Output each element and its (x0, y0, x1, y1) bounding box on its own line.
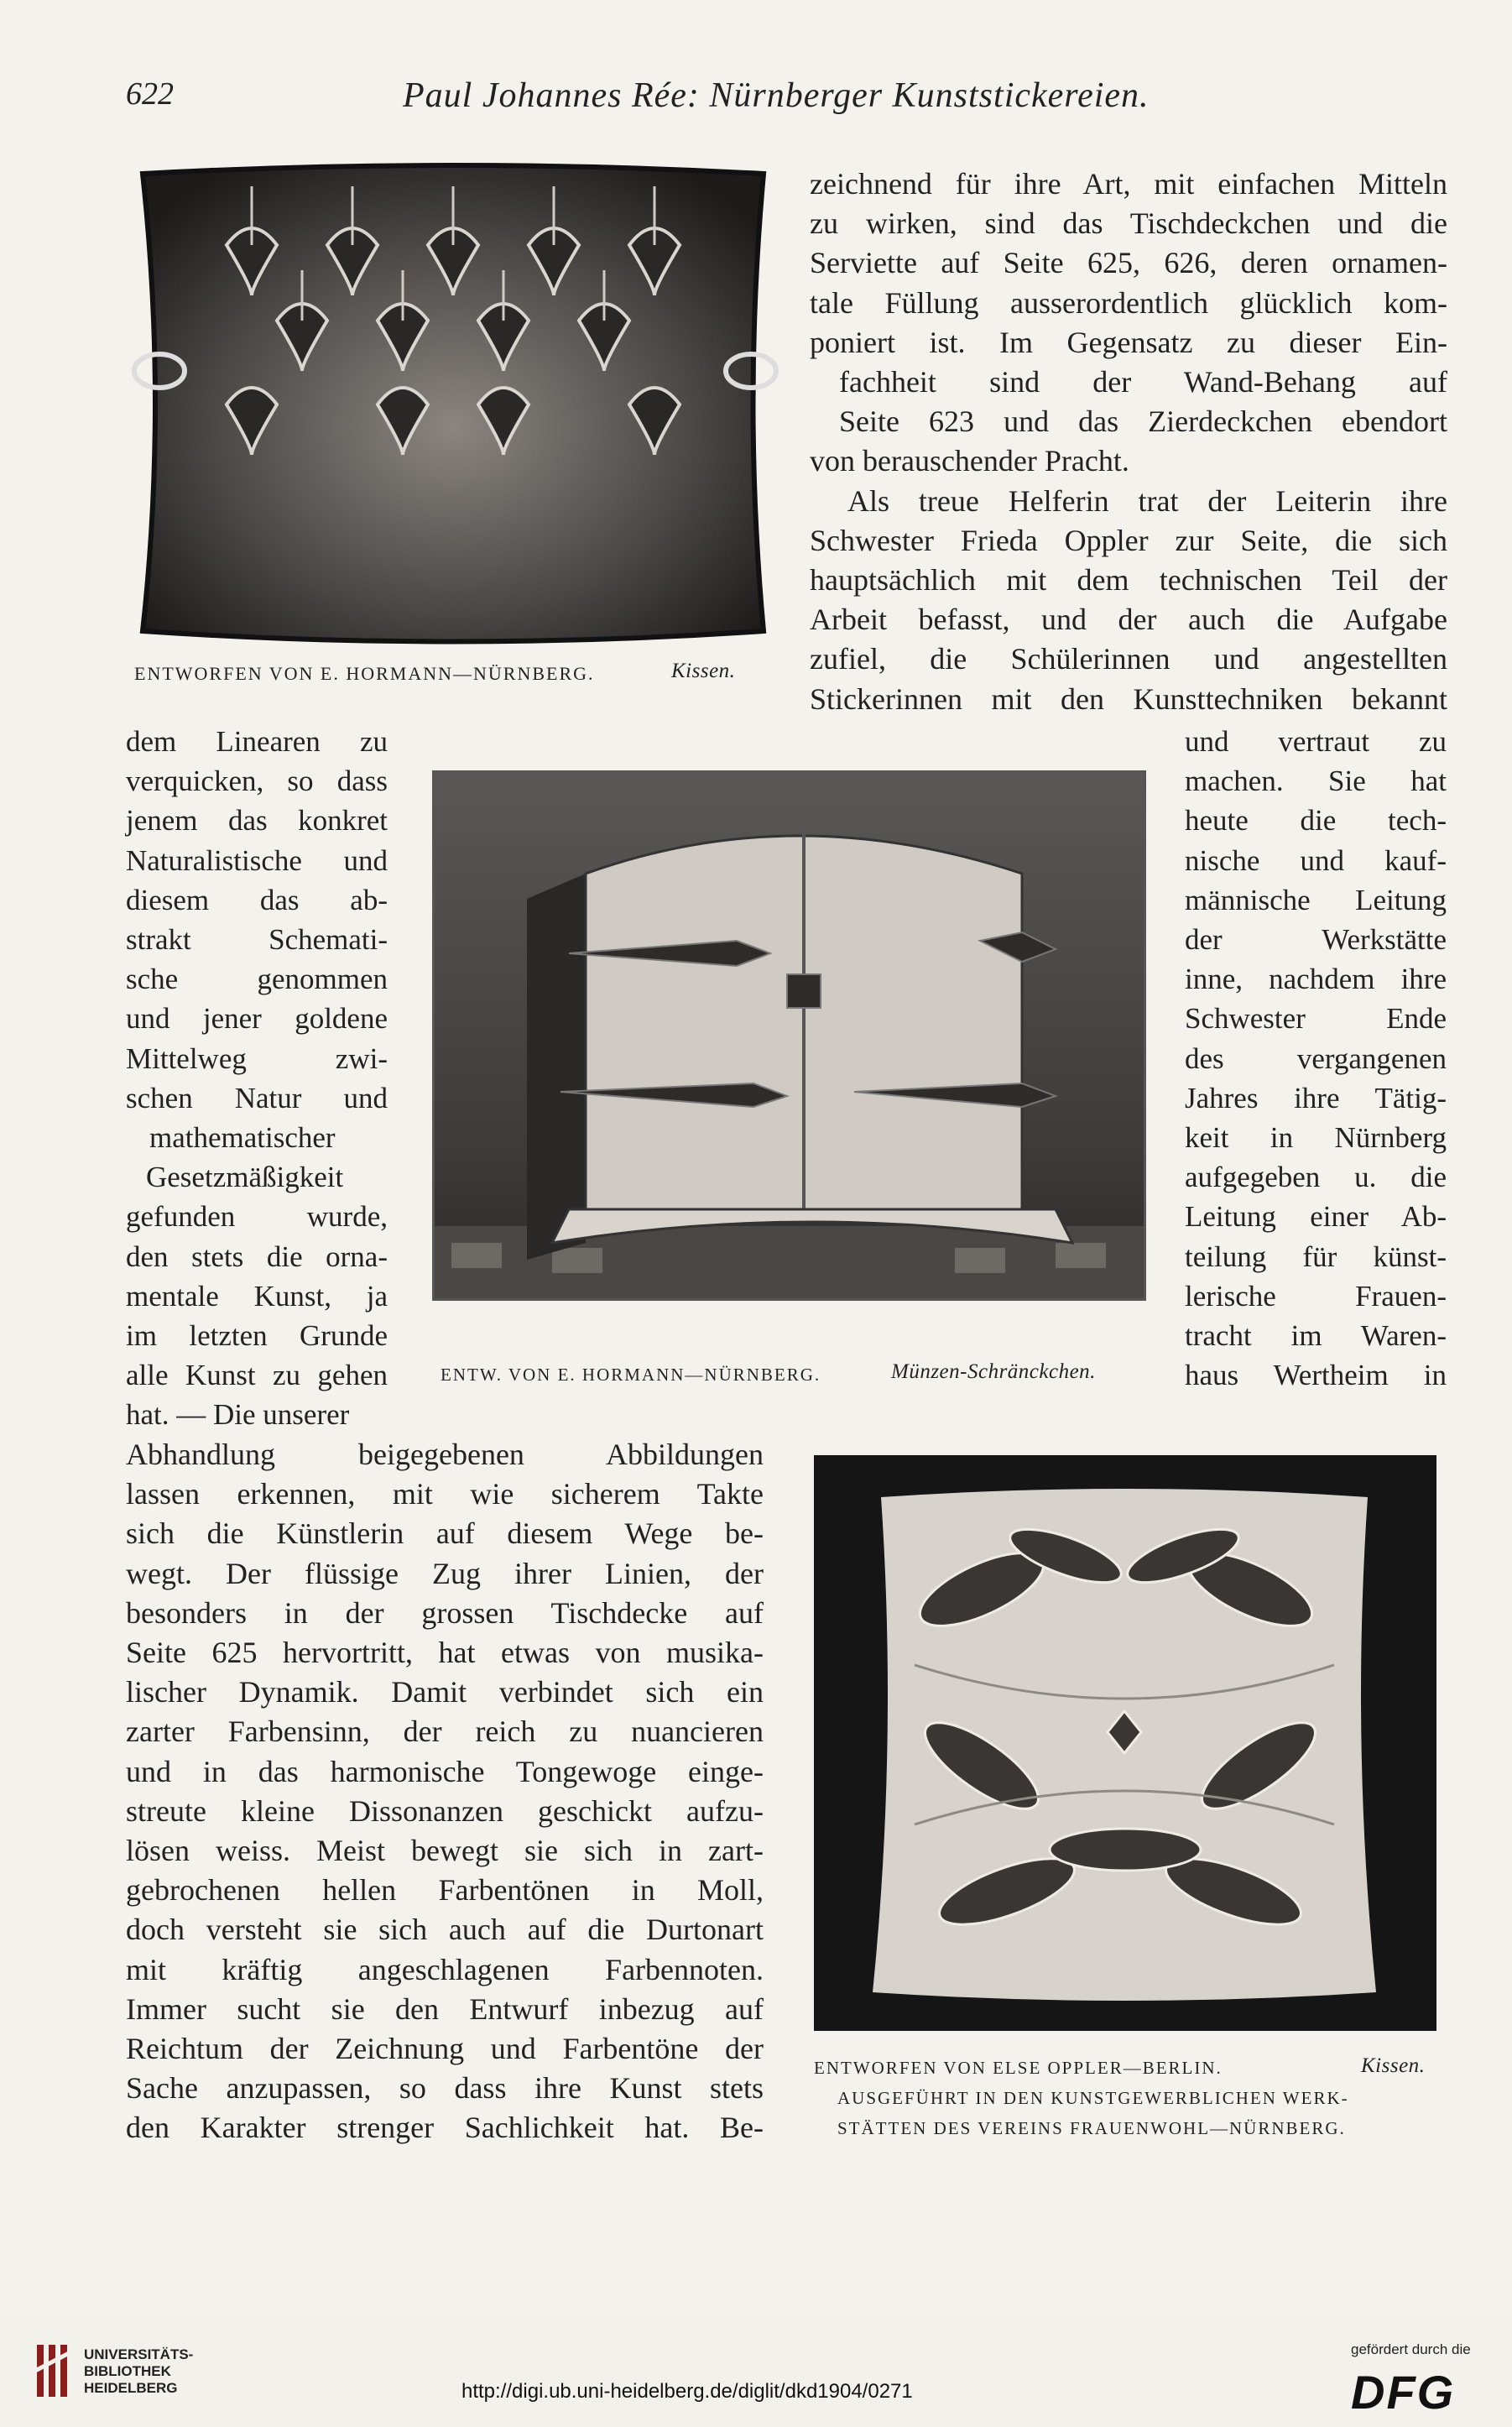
text-line: sche genommen (126, 963, 388, 996)
text-line: Seite 625 hervortritt, hat etwas von musika- (126, 1636, 764, 1670)
text-line: Reichtum der Zeichnung und Farbentöne der (126, 2032, 764, 2066)
text-line: zarter Farbensinn, der reich zu nuancieren (126, 1715, 764, 1749)
text-line: jenem das konkret (126, 804, 388, 838)
cabinet-photo-hormann (432, 770, 1146, 1301)
text-line: mit kräftig angeschlagenen Farbennoten. (126, 1952, 764, 1986)
text-line: nische und kauf- (1185, 843, 1447, 877)
text-line: gebrochenen hellen Farbentönen in Moll, (126, 1873, 764, 1908)
text-line: besonders in der grossen Tischdecke auf (126, 1595, 764, 1630)
text-line: fachheit sind der Wand-Behang auf (839, 365, 1447, 399)
text-line: strakt Schemati- (126, 923, 388, 957)
text-line: hauptsächlich mit dem technischen Teil der (810, 563, 1447, 598)
dfg-logo: DFG (1351, 2366, 1456, 2419)
text-line: teilung für künst- (1185, 1240, 1447, 1273)
text-line: zeichnend für ihre Art, mit einfachen Mitteln (810, 167, 1447, 201)
cushion-illustration (126, 161, 780, 648)
sponsor-label: gefördert durch die (1351, 2341, 1471, 2357)
left-column-bottom (126, 1435, 764, 2148)
text-line: hat. — Die unserer (126, 1398, 350, 1432)
text-line: des vergangenen (1185, 1041, 1447, 1075)
text-line: Immer sucht sie den Entwurf inbezug auf (126, 1991, 764, 2026)
fig3-caption-line2: AUSGEFÜHRT IN DEN KUNSTGEWERBLICHEN WERK- (837, 2088, 1349, 2108)
institution-line: HEIDELBERG (84, 2380, 178, 2396)
text-line: Mittelweg zwi- (126, 1041, 388, 1075)
text-line: den Karakter strenger Sachlichkeit hat. Be- (126, 2111, 764, 2145)
text-line: schen Natur und (126, 1081, 388, 1114)
text-line: lösen weiss. Meist bewegt sie sich in zart- (126, 1834, 764, 1868)
cabinet-illustration (435, 773, 1144, 1298)
text-line: Seite 623 und das Zierdeckchen ebendort (839, 404, 1447, 439)
text-line: mentale Kunst, ja (126, 1279, 388, 1313)
text-line: Als treue Helferin trat der Leiterin ihre (847, 483, 1447, 518)
text-line: Naturalistische und (126, 843, 388, 877)
university-library-logo-icon (34, 2341, 72, 2400)
fig3-caption-credit: ENTWORFEN VON ELSE OPPLER—BERLIN. (814, 2058, 1223, 2078)
left-column-narrow (126, 722, 388, 1435)
text-line: zu wirken, sind das Tischdeckchen und die (810, 206, 1447, 241)
right-column-top (810, 164, 1447, 719)
text-line: Sache anzupassen, so dass ihre Kunst stets (126, 2071, 764, 2106)
text-line: Schwester Frieda Oppler zur Seite, die sich (810, 523, 1447, 557)
text-line: dem Linearen zu (126, 725, 388, 758)
text-line: im letzten Grunde (126, 1319, 388, 1353)
digitization-footer (0, 2316, 1512, 2427)
text-line: wegt. Der flüssige Zug ihrer Linien, der (126, 1556, 764, 1590)
text-line: streute kleine Dissonanzen geschickt aufzu- (126, 1793, 764, 1828)
text-line: verquicken, so dass (126, 765, 388, 798)
text-line: Gesetzmäßigkeit (146, 1161, 344, 1194)
text-line: den stets die orna- (126, 1240, 388, 1273)
text-line: männische Leitung (1185, 883, 1447, 916)
text-line: sich die Künstlerin auf diesem Wege be- (126, 1516, 764, 1551)
text-line: zufiel, die Schülerinnen und angestellten (810, 642, 1447, 676)
text-line: haus Wertheim in (1185, 1359, 1447, 1392)
text-line: tracht im Waren- (1185, 1319, 1447, 1353)
text-line: diesem das ab- (126, 883, 388, 916)
text-line: Abhandlung beigegebenen Abbildungen (126, 1438, 764, 1471)
text-line: inne, nachdem ihre (1185, 963, 1447, 996)
text-line: lassen erkennen, mit wie sicherem Takte (126, 1477, 764, 1511)
fig1-caption-title: Kissen. (671, 660, 736, 682)
right-column-narrow (1185, 722, 1447, 1395)
text-line: doch versteht sie sich auch auf die Durtonart (126, 1913, 764, 1947)
fig3-caption-line3: STÄTTEN DES VEREINS FRAUENWOHL—NÜRNBERG. (837, 2118, 1346, 2138)
fig2-caption-credit: ENTW. VON E. HORMANN—NÜRNBERG. (441, 1365, 821, 1385)
running-title: Paul Johannes Rée: Nürnberger Kunststickereien. (403, 76, 1150, 115)
text-line: alle Kunst zu gehen (126, 1359, 388, 1392)
text-line: Stickerinnen mit den Kunsttechniken bekannt (810, 681, 1447, 716)
text-line: und in das harmonische Tongewoge einge- (126, 1754, 764, 1788)
cushion-oppler-illustration (814, 1455, 1436, 2031)
institution-line: UNIVERSITÄTS- (84, 2346, 194, 2362)
text-line: von berauschender Pracht. (810, 444, 1129, 478)
text-line: Schwester Ende (1185, 1002, 1447, 1036)
permalink[interactable]: http://digi.ub.uni-heidelberg.de/diglit/dkd1904/0271 (461, 2380, 913, 2403)
institution-name (84, 2346, 193, 2397)
text-line: lerische Frauen- (1185, 1279, 1447, 1313)
fig2-caption-title: Münzen-Schränckchen. (891, 1360, 1096, 1383)
text-line: poniert ist. Im Gegensatz zu dieser Ein- (810, 325, 1447, 359)
text-line: der Werkstätte (1185, 923, 1447, 957)
text-line: heute die tech- (1185, 804, 1447, 838)
text-line: Arbeit befasst, und der auch die Aufgabe (810, 603, 1447, 637)
institution-line: BIBLIOTHEK (84, 2363, 171, 2379)
text-line: gefunden wurde, (126, 1200, 388, 1234)
text-line: Leitung einer Ab- (1185, 1200, 1447, 1234)
text-line: aufgegeben u. die (1185, 1161, 1447, 1194)
fig3-caption-title: Kissen. (1361, 2054, 1426, 2077)
text-line: keit in Nürnberg (1185, 1121, 1447, 1155)
text-line: lischer Dynamik. Damit verbindet sich ein (126, 1675, 764, 1709)
page-number: 622 (126, 76, 174, 112)
text-line: Serviette auf Seite 625, 626, deren ornamen- (810, 246, 1447, 280)
text-line: und jener goldene (126, 1002, 388, 1036)
text-line: machen. Sie hat (1185, 765, 1447, 798)
text-line: Jahres ihre Tätig- (1185, 1081, 1447, 1114)
cushion-photo-hormann (126, 161, 780, 648)
text-line: mathematischer (149, 1121, 336, 1155)
text-line: tale Füllung ausserordentlich glücklich kom- (810, 285, 1447, 320)
text-line: und vertraut zu (1185, 725, 1447, 758)
fig1-caption-credit: ENTWORFEN VON E. HORMANN—NÜRNBERG. (134, 663, 595, 684)
cushion-photo-oppler (814, 1455, 1436, 2031)
